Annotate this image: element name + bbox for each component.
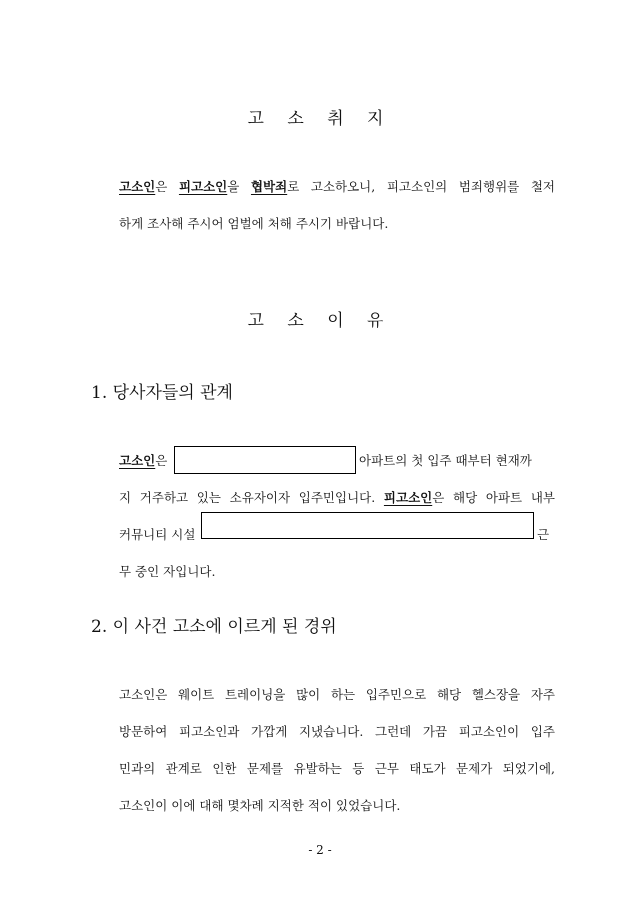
relation-line-1 <box>119 442 167 479</box>
background-paragraph <box>119 676 559 826</box>
text: 지 거주하고 있는 소유자이자 입주민입니다. <box>119 490 384 505</box>
background-line-1: 고소인은 웨이트 트레이닝을 많이 하는 입주민으로 해당 헬스장을 자주 <box>119 687 555 702</box>
relation-line-2 <box>119 479 555 516</box>
text: 은 해당 아파트 내부 <box>432 490 555 505</box>
relation-line-4: 무 중인 자입니다. <box>119 564 216 579</box>
relation-line-3-tail: 근 <box>537 527 550 542</box>
redaction-box-facility <box>201 512 534 539</box>
text: 은 <box>155 179 179 194</box>
relation-line-1-tail: 아파트의 첫 입주 때부터 현재까 <box>359 453 532 468</box>
purpose-line-1 <box>119 168 555 205</box>
relationship-paragraph <box>119 442 559 592</box>
background-line-2: 방문하여 피고소인과 가깝게 지냈습니다. 그런데 가끔 피고소인이 입주 <box>119 724 555 739</box>
redaction-box-apartment <box>174 446 356 474</box>
section-title-reasons: 고 소 이 유 <box>247 311 393 331</box>
purpose-paragraph <box>119 168 559 248</box>
accused-term: 피고소인 <box>383 490 433 505</box>
heading-background: 2. 이 사건 고소에 이르게 된 경위 <box>91 617 337 637</box>
text: 은 <box>155 453 168 468</box>
text: 을 <box>227 179 251 194</box>
complainant-term: 고소인 <box>119 179 156 194</box>
heading-relationship: 1. 당사자들의 관계 <box>91 383 233 403</box>
background-line-3: 민과의 관계로 인한 문제를 유발하는 등 근무 태도가 문제가 되었기에, <box>119 761 555 776</box>
relation-line-3: 커뮤니티 시설 <box>119 527 196 542</box>
text: 로 고소하오니, 피고소인의 범죄행위를 철저 <box>287 179 555 194</box>
complainant-term: 고소인 <box>119 453 156 468</box>
charge-term: 협박죄 <box>250 179 288 194</box>
background-line-4: 고소인이 이에 대해 몇차례 지적한 적이 있었습니다. <box>119 798 401 813</box>
section-title-purpose: 고 소 취 지 <box>247 109 393 129</box>
page-number: - 2 - <box>308 843 332 857</box>
purpose-line-2: 하게 조사해 주시어 엄벌에 처해 주시기 바랍니다. <box>119 216 389 231</box>
accused-term: 피고소인 <box>178 179 228 194</box>
